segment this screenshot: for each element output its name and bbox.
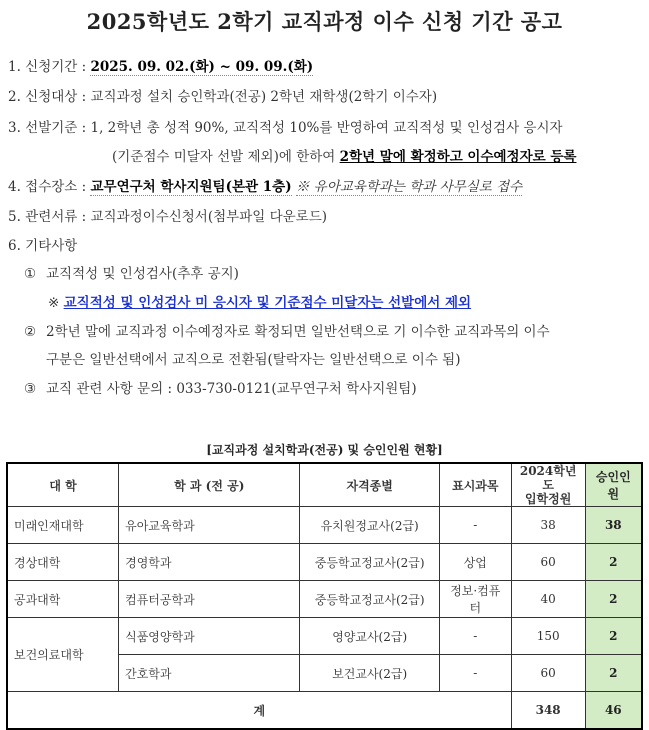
page-title: 2025학년도 2학기 교직과정 이수 신청 기간 공고 bbox=[86, 9, 563, 34]
table-total-row bbox=[7, 692, 642, 730]
cell-dept: 컴퓨터공학과 bbox=[119, 581, 300, 618]
etc-item-1 bbox=[24, 262, 239, 282]
total-approved: 46 bbox=[585, 692, 642, 730]
docs-line bbox=[8, 205, 327, 225]
criteria-line bbox=[8, 116, 563, 136]
etc-item-1-note bbox=[48, 291, 471, 311]
cell-subject: 정보·컴퓨터 bbox=[439, 581, 511, 618]
docs-label: 5. 관련서류 : bbox=[8, 209, 87, 225]
period-value: 2025. 09. 02.(화) ~ 09. 09.(화) bbox=[90, 59, 314, 75]
cell-dept: 식품영양학과 bbox=[119, 618, 300, 655]
header-quota-b: 입학정원 bbox=[524, 492, 572, 506]
table-row bbox=[7, 544, 642, 581]
header-approved: 승인인원 bbox=[585, 463, 642, 507]
table-header-row bbox=[7, 463, 642, 507]
table-row bbox=[7, 581, 642, 618]
criteria-line-2 bbox=[112, 145, 576, 165]
header-quota bbox=[511, 463, 585, 507]
cell-dept: 유아교육학과 bbox=[119, 507, 300, 544]
etc-item-3 bbox=[24, 377, 417, 397]
etc3-mark: ③ bbox=[24, 381, 37, 397]
cell-quota: 150 bbox=[511, 618, 585, 655]
etc3-text: 교직 관련 사항 문의 : 033-730-0121(교무연구처 학사지원팀) bbox=[46, 381, 417, 397]
docs-value: 교직과정이수신청서(첨부파일 다운로드) bbox=[90, 209, 328, 225]
cell-college: 미래인재대학 bbox=[7, 507, 119, 544]
cell-subject: - bbox=[439, 655, 511, 692]
cell-approved: 38 bbox=[585, 507, 642, 544]
criteria-label: 3. 선발기준 : bbox=[8, 120, 87, 136]
cell-quota: 60 bbox=[511, 655, 585, 692]
approval-table bbox=[6, 462, 643, 730]
criteria-text-2b: 2학년 말에 확정하고 이수예정자로 등록 bbox=[339, 149, 577, 165]
place-value: 교무연구처 학사지원팀(본관 1층) bbox=[90, 179, 292, 195]
place-label: 4. 접수장소 : bbox=[8, 179, 87, 195]
cell-college: 보건의료대학 bbox=[7, 618, 119, 692]
cell-quota: 40 bbox=[511, 581, 585, 618]
cell-dept: 간호학과 bbox=[119, 655, 300, 692]
etc2-text-1: 2학년 말에 교직과정 이수예정자로 확정되면 일반선택으로 기 이수한 교직과목의 이수 bbox=[46, 324, 550, 340]
cell-license: 영양교사(2급) bbox=[300, 618, 440, 655]
total-quota: 348 bbox=[511, 692, 585, 730]
cell-license: 중등학교정교사(2급) bbox=[300, 544, 440, 581]
header-quota-a: 2024학년도 bbox=[519, 464, 577, 492]
period-line bbox=[8, 55, 313, 75]
etc-item-2-cont bbox=[46, 348, 460, 368]
header-college: 대 학 bbox=[7, 463, 119, 507]
cell-license: 유치원정교사(2급) bbox=[300, 507, 440, 544]
target-label: 2. 신청대상 : bbox=[8, 89, 87, 105]
cell-college: 경상대학 bbox=[7, 544, 119, 581]
etc2-text-2: 구분은 일반선택에서 교직으로 전환됨(탈락자는 일반선택으로 이수 됨) bbox=[46, 352, 461, 368]
cell-approved: 2 bbox=[585, 544, 642, 581]
criteria-text-2a: (기준점수 미달자 선발 제외)에 한하여 bbox=[112, 149, 340, 165]
table-row bbox=[7, 618, 642, 655]
etc-heading: 6. 기타사항 bbox=[8, 238, 78, 254]
cell-subject: 상업 bbox=[439, 544, 511, 581]
cell-license: 중등학교정교사(2급) bbox=[300, 581, 440, 618]
header-dept: 학 과 (전 공) bbox=[119, 463, 300, 507]
cell-approved: 2 bbox=[585, 655, 642, 692]
criteria-text: 1, 2학년 총 성적 90%, 교직적성 10%를 반영하여 교직적성 및 인성검사 응시자 bbox=[90, 120, 563, 136]
cell-dept: 경영학과 bbox=[119, 544, 300, 581]
place-note: ※ 유아교육학과는 학과 사무실로 접수 bbox=[295, 179, 523, 195]
cell-college: 공과대학 bbox=[7, 581, 119, 618]
etc1-note-text: 교직적성 및 인성검사 미 응시자 및 기준점수 미달자는 선발에서 제외 bbox=[63, 295, 472, 311]
cell-approved: 2 bbox=[585, 581, 642, 618]
cell-quota: 60 bbox=[511, 544, 585, 581]
cell-quota: 38 bbox=[511, 507, 585, 544]
target-value: 교직과정 설치 승인학과(전공) 2학년 재학생(2학기 이수자) bbox=[90, 89, 438, 105]
place-line bbox=[8, 175, 522, 195]
target-line bbox=[8, 85, 437, 105]
table-title: [교직과정 설치학과(전공) 및 승인인원 현황] bbox=[206, 443, 443, 457]
period-label: 1. 신청기간 : bbox=[8, 59, 87, 75]
header-license: 자격종별 bbox=[300, 463, 440, 507]
header-subject: 표시과목 bbox=[439, 463, 511, 507]
etc1-text: 교직적성 및 인성검사(추후 공지) bbox=[46, 266, 239, 282]
cell-approved: 2 bbox=[585, 618, 642, 655]
total-label: 계 bbox=[7, 692, 511, 730]
etc1-mark: ① bbox=[24, 266, 37, 282]
cell-license: 보건교사(2급) bbox=[300, 655, 440, 692]
table-row bbox=[7, 507, 642, 544]
cell-subject: - bbox=[439, 618, 511, 655]
cell-subject: - bbox=[439, 507, 511, 544]
etc-item-2 bbox=[24, 320, 550, 340]
etc2-mark: ② bbox=[24, 324, 37, 340]
etc1-note-mark: ※ bbox=[48, 295, 60, 311]
